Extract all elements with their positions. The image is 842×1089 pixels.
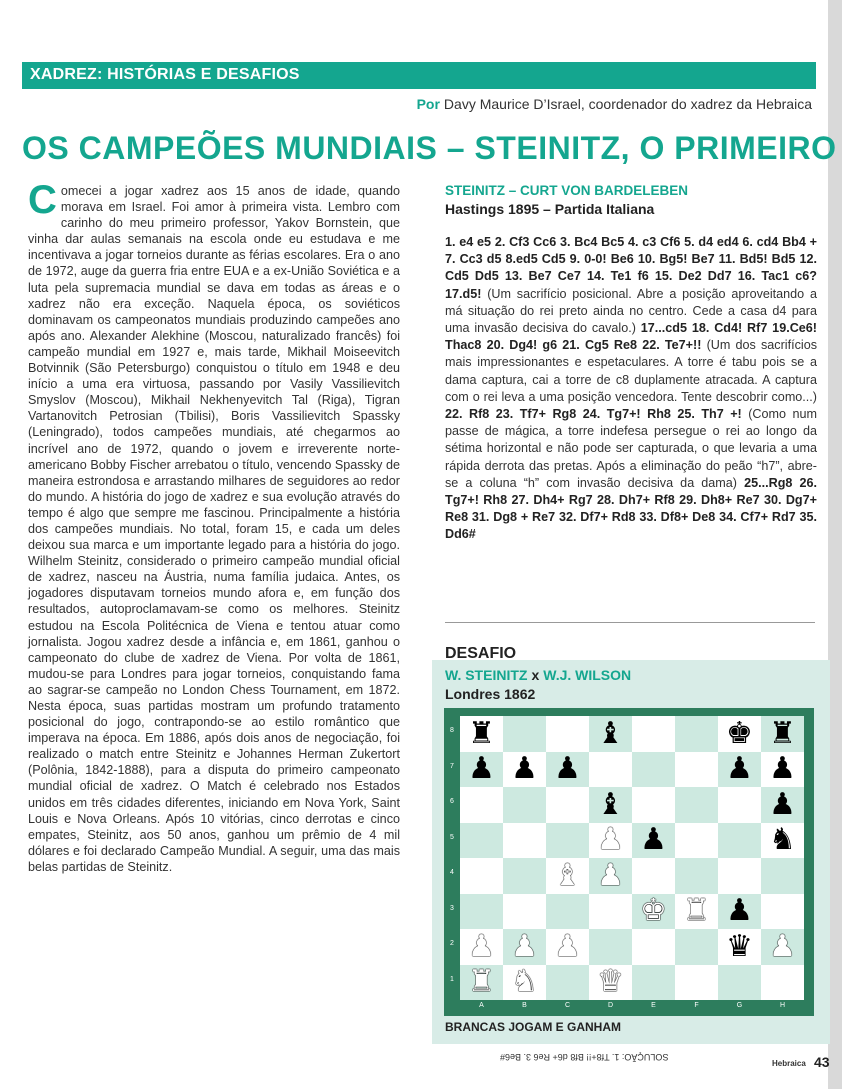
board-square: [546, 858, 589, 894]
rank-label: 1: [450, 976, 454, 983]
byline-author: Davy Maurice D’Israel, coordenador do xadrez da Hebraica: [443, 96, 812, 112]
board-square: [460, 929, 503, 965]
white-queen-icon: ♛: [597, 964, 624, 1000]
board-square: [675, 858, 718, 894]
board-square: [546, 965, 589, 1001]
black-pawn-icon: ♟: [726, 893, 753, 929]
page-title: OS CAMPEÕES MUNDIAIS – STEINITZ, O PRIMEIRO: [22, 130, 837, 166]
board-square: [503, 858, 546, 894]
challenge-players: [445, 667, 631, 683]
file-label: F: [694, 1002, 699, 1009]
board-square: [589, 929, 632, 965]
board-square: [632, 894, 675, 930]
black-queen-icon: ♛: [726, 928, 753, 964]
board-square: [460, 716, 503, 752]
board-square: [761, 858, 804, 894]
black-rook-icon: ♜: [769, 715, 796, 751]
board-square: [632, 752, 675, 788]
board-square: [632, 716, 675, 752]
board-square: [718, 787, 761, 823]
file-label: A: [479, 1002, 484, 1009]
board-square: [546, 752, 589, 788]
board-square: [589, 858, 632, 894]
section-title: XADREZ: HISTÓRIAS E DESAFIOS: [30, 66, 300, 83]
moves-block-4: 25...Rg8 26. Tg7+! Rh8 27. Dh4+ Rg7 28. Dh7+ Rf8 29. Dh8+ Re7 30. Dg7+ Re8 31. Dg8 + Re7 32. Df7+ Rd8 33. Df8+ De8 34. Cf7+ Rd7 35. Dd6#: [445, 475, 817, 542]
chess-board: [460, 716, 804, 1000]
file-label: E: [651, 1002, 656, 1009]
board-square: [632, 965, 675, 1001]
challenge-title: DESAFIO: [445, 645, 517, 662]
rank-label: 6: [450, 798, 454, 805]
board-square: [675, 929, 718, 965]
board-square: [546, 929, 589, 965]
black-pawn-icon: ♟: [769, 786, 796, 822]
file-label: G: [736, 1002, 743, 1009]
board-square: [718, 752, 761, 788]
file-label: D: [607, 1002, 614, 1009]
rank-label: 3: [450, 905, 454, 912]
white-pawn-icon: ♟: [554, 928, 581, 964]
game-moves: [445, 234, 817, 544]
board-square: [632, 787, 675, 823]
black-pawn-icon: ♟: [511, 751, 538, 787]
file-label: B: [522, 1002, 527, 1009]
white-pawn-icon: ♟: [511, 928, 538, 964]
board-square: [761, 894, 804, 930]
board-square: [503, 823, 546, 859]
board-square: [460, 787, 503, 823]
article-body: [28, 178, 400, 875]
board-square: [718, 858, 761, 894]
drop-cap: C: [28, 178, 57, 222]
black-player: W.J. WILSON: [543, 667, 632, 683]
file-label: C: [564, 1002, 571, 1009]
board-square: [675, 752, 718, 788]
rank-label: 4: [450, 869, 454, 876]
file-label: H: [779, 1002, 786, 1009]
white-pawn-icon: ♟: [468, 928, 495, 964]
challenge-task: BRANCAS JOGAM E GANHAM: [445, 1020, 622, 1034]
white-bishop-icon: ♝: [554, 857, 581, 893]
moves-block-3: 22. Rf8 23. Tf7+ Rg8 24. Tg7+! Rh8 25. Th7 +!: [445, 407, 742, 422]
byline: [417, 96, 812, 112]
board-square: [761, 823, 804, 859]
black-pawn-icon: ♟: [468, 751, 495, 787]
board-square: [718, 894, 761, 930]
section-header-bar: [22, 62, 816, 89]
black-king-icon: ♚: [726, 715, 753, 751]
white-rook-icon: ♜: [683, 893, 710, 929]
black-pawn-icon: ♟: [640, 822, 667, 858]
black-pawn-icon: ♟: [769, 751, 796, 787]
rank-label: 7: [450, 763, 454, 770]
board-square: [675, 823, 718, 859]
challenge-place: Londres 1862: [445, 686, 536, 702]
black-bishop-icon: ♝: [597, 715, 624, 751]
board-square: [546, 787, 589, 823]
upside-down-solution: SOLUÇÃO: 1. Tf8+!! Bf8 d6+ Re6 3. Be6#: [500, 1052, 669, 1062]
board-square: [589, 894, 632, 930]
page-number: 43: [814, 1054, 830, 1070]
board-square: [718, 929, 761, 965]
board-square: [503, 716, 546, 752]
board-square: [546, 823, 589, 859]
comment-3: (Como num passe de mágica, a torre indefesa persegue o rei ao longo da sétima horizontal e não pode ser capturada, o que levaria a uma rápida derrota das pretas. Após a eliminação do peão “h7”, abre-se a coluna “h” com invasão decisiva da dama): [445, 407, 817, 490]
board-square: [546, 894, 589, 930]
white-player: W. STEINITZ: [445, 667, 528, 683]
board-square: [632, 929, 675, 965]
board-square: [589, 716, 632, 752]
black-bishop-icon: ♝: [597, 786, 624, 822]
article-text: omecei a jogar xadrez aos 15 anos de idade, quando morava em Israel. Foi amor à primeira vista. Lembro com carinho do meu primeiro professor, Yakov Bornstein, que vinha dar aulas semanais na escola onde eu estudava e me incentivava a jogar torneios durante as férias escolares. Era o ano de 1972, auge da guerra fria entre EUA e a ex-União Soviética e a luta pela supremacia mundial se dava em todas as áreas e o xadrez não era exceção. Naquela época, os soviéticos dominavam os campeonatos mundiais produzindo campeões ano após ano. Alexander Alekhine (Moscou, naturalizado francês) foi campeão mundial em 1927 e, mais tarde, Mikhail Moiseevitch Botvinnik (São Petersburgo) conquistou o título em 1948 e deu início a uma era virtuosa, passando por Vasily Vassilievitch Smyslov (Moscou), Mikhail Nekhenyevitch Tal (Riga), Tigran Vartanovitch Petrosian (Tbilisi), Boris Vassilievitch Spassky (Leningrado), todos campeões mundiais, até chegarmos ao incrível ano de 1972, quando o jovem e irreverente norte-americano Bobby Fischer arrebatou o título, vencendo Spassky de maneira estrondosa e arrastando milhares de seguidores ao redor do mundo. A história do jogo de xadrez e sua evolução através do tempo é algo que sempre me fascinou. Principalmente a história dos campeões mundiais. No total, foram 15, e cada um deles deixou sua marca e um importante legado para a história do jogo. Wilhelm Steinitz, considerado o primeiro campeão mundial oficial de xadrez, nasceu na Áustria, numa família judaica. Antes, os jogadores disputavam torneios mundo afora e, em função dos resultados, autoproclamavam-se como os melhores. Steinitz estudou na Escola Politécnica de Viena e tentou atuar como jornalista. Jogou xadrez desde a infância e, em 1861, ganhou o campeonato do clube de xadrez de Viena. Por volta de 1861, mudou-se para Londres para jogar torneios, conquistando fama ao sagrar-se campeão no London Chess Tournament, em 1872. Nesta época, suas partidas mostram um profundo tratamento posicional do jogo, contrapondo-se ao estilo romântico que imperava na época. Em 1886, após dois anos de negociação, foi realizado o match entre Steinitz e Johannes Herman Zukertort (Polônia, 1842-1888), para a disputa do primeiro campeonato mundial oficial de xadrez. O Match é celebrado nos Estados unidos em três cidades diferentes, iniciando em Nova York, Saint Louis e Nova Orleans. Após 10 vitórias, cinco derrotas e cinco empates, Steinitz, aos 50 anos, ganhou um prêmio de 4 mil dólares e foi declarado Campeão Mundial. A seguir, uma das mais belas partidas de Steinitz.: [28, 184, 400, 874]
board-square: [675, 894, 718, 930]
footer-magazine: Hebraica: [772, 1059, 806, 1068]
board-square: [718, 716, 761, 752]
black-pawn-icon: ♟: [726, 751, 753, 787]
versus: x: [531, 667, 540, 683]
byline-prefix: Por: [416, 96, 440, 112]
comment-2: (Um dos sacrifícios mais impressionantes e espetaculares. A torre é tabu pois se a dama captura, cai a torre de c8 duplamente atracada. A captura com o rei leva a uma posição vencedora. Tente descobrir como...): [445, 338, 817, 404]
board-square: [675, 787, 718, 823]
white-rook-icon: ♜: [468, 964, 495, 1000]
white-pawn-icon: ♟: [597, 857, 624, 893]
board-square: [589, 965, 632, 1001]
game-subtitle: Hastings 1895 – Partida Italiana: [445, 201, 655, 217]
game-title: STEINITZ – CURT VON BARDELEBEN: [445, 183, 689, 198]
board-square: [761, 929, 804, 965]
board-square: [675, 965, 718, 1001]
board-square: [460, 858, 503, 894]
rank-label: 2: [450, 940, 454, 947]
board-square: [589, 787, 632, 823]
board-square: [589, 752, 632, 788]
board-square: [718, 823, 761, 859]
board-square: [546, 716, 589, 752]
board-square: [761, 965, 804, 1001]
rank-label: 8: [450, 727, 454, 734]
board-square: [460, 823, 503, 859]
board-square: [503, 787, 546, 823]
board-square: [761, 787, 804, 823]
white-knight-icon: ♞: [511, 964, 538, 1000]
board-square: [460, 752, 503, 788]
black-rook-icon: ♜: [468, 715, 495, 751]
board-square: [503, 894, 546, 930]
board-square: [632, 858, 675, 894]
black-pawn-icon: ♟: [554, 751, 581, 787]
white-king-icon: ♚: [640, 893, 667, 929]
board-square: [589, 823, 632, 859]
board-square: [503, 752, 546, 788]
board-square: [460, 965, 503, 1001]
board-square: [761, 752, 804, 788]
white-pawn-icon: ♟: [597, 822, 624, 858]
white-pawn-icon: ♟: [769, 928, 796, 964]
black-knight-icon: ♞: [769, 822, 796, 858]
divider: [445, 622, 815, 623]
moves-block-2: 17...cd5 18. Cd4! Rf7 19.Ce6! Thac8 20. Dg4! g6 21. Cg5 Re8 22. Te7+!!: [445, 321, 817, 353]
rank-label: 5: [450, 834, 454, 841]
board-square: [718, 965, 761, 1001]
comment-1: (Um sacrifício posicional. Abre a posição aproveitando a má situação do rei preto ainda no centro. Cede a casa d4 para uma invasão decisiva do cavalo.): [445, 286, 817, 336]
board-square: [503, 965, 546, 1001]
moves-block-1: 1. e4 e5 2. Cf3 Cc6 3. Bc4 Bc5 4. c3 Cf6 5. d4 ed4 6. cd4 Bb4 + 7. Cc3 d5 8.ed5 Cd5 9. 0-0! Be6 10. Bg5! Be7 11. Bd5! Bd5 12. Cd5 Dd5 13. Be7 Ce7 14. Te1 f6 15. De2 Dd7 16. Tac1 c6? 17.d5!: [445, 235, 817, 301]
board-square: [761, 716, 804, 752]
board-square: [503, 929, 546, 965]
board-square: [675, 716, 718, 752]
board-square: [460, 894, 503, 930]
board-square: [632, 823, 675, 859]
